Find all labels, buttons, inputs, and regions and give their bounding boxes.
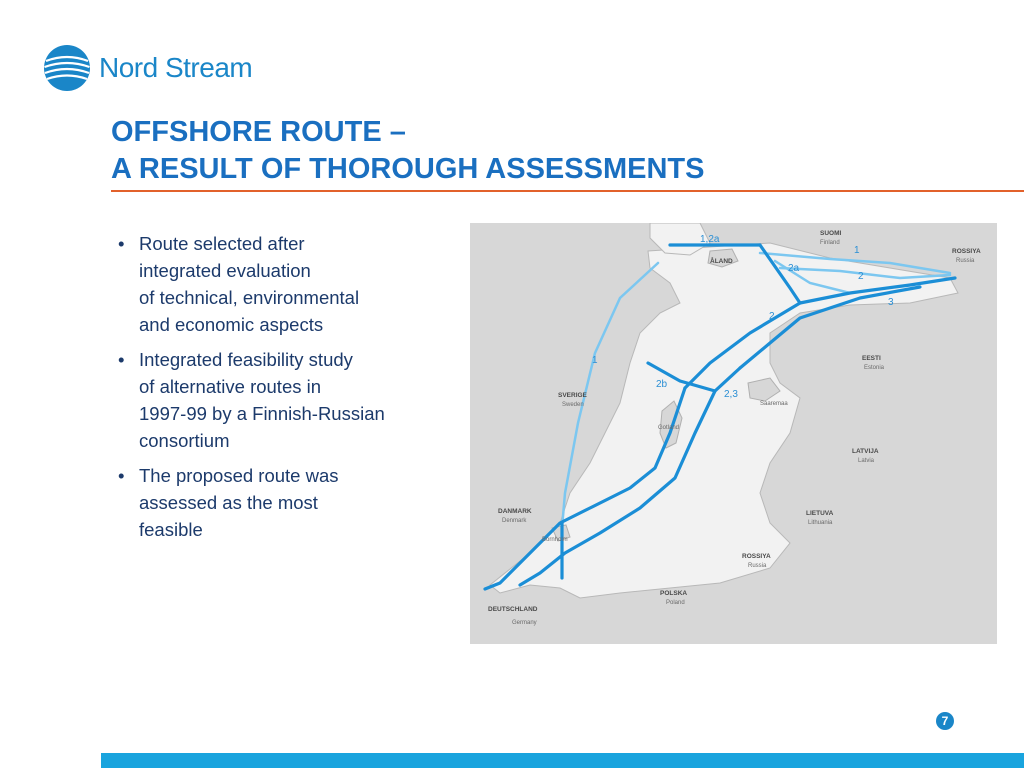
label-poland: Poland xyxy=(666,600,685,606)
label-aland: ÅLAND xyxy=(710,258,733,265)
label-rossiya-north: ROSSIYA xyxy=(952,248,981,255)
label-lithuania: Lithuania xyxy=(808,520,833,526)
label-rossiya-south: ROSSIYA xyxy=(742,553,771,560)
label-russia-south: Russia xyxy=(748,563,767,569)
label-latvija: LATVIJA xyxy=(852,448,879,455)
label-danmark: DANMARK xyxy=(498,508,532,515)
label-saaremaa: Saaremaa xyxy=(760,401,788,407)
label-eesti: EESTI xyxy=(862,355,881,362)
label-denmark: Denmark xyxy=(502,518,527,524)
map-canvas xyxy=(470,223,997,644)
slide-title-line-1: OFFSHORE ROUTE – xyxy=(111,116,406,148)
label-lietuva: LIETUVA xyxy=(806,510,834,517)
route-label-2a: 2a xyxy=(788,263,800,274)
nord-stream-logo xyxy=(43,44,283,96)
route-label-1-west: 1 xyxy=(592,355,598,366)
slide-title xyxy=(111,114,704,188)
label-polska: POLSKA xyxy=(660,590,688,597)
title-divider xyxy=(111,190,1024,192)
label-germany: Germany xyxy=(512,620,537,626)
bullet-item xyxy=(118,346,458,454)
slide-title-line-2: A RESULT OF THOROUGH ASSESSMENTS xyxy=(111,153,705,185)
route-label-2b: 2b xyxy=(656,379,668,390)
label-finland: Finland xyxy=(820,240,840,246)
route-label-1-north: 1 xyxy=(854,245,860,256)
page-number-badge: 7 xyxy=(936,712,954,730)
route-label-2-east: 2 xyxy=(858,271,864,282)
route-label-2-3: 2,3 xyxy=(724,389,738,400)
label-gotland: Gotland xyxy=(658,425,680,431)
label-estonia: Estonia xyxy=(864,365,885,371)
bullet-item xyxy=(118,230,458,338)
label-sverige: SVERIGE xyxy=(558,392,587,399)
footer-bar xyxy=(101,753,1024,768)
label-sweden: Sweden xyxy=(562,402,584,408)
label-bornholm: Bornholm xyxy=(542,537,568,543)
bullet-text: • Integrated feasibility study of alternative routes in 1997-99 by a Finnish-Russian consortium xyxy=(139,349,385,451)
baltic-sea-route-map xyxy=(470,223,997,644)
route-label-1-2a: 1,2a xyxy=(700,234,720,245)
label-russia-north: Russia xyxy=(956,258,975,264)
label-deutschland: DEUTSCHLAND xyxy=(488,606,538,613)
bullet-list xyxy=(118,230,458,551)
nord-stream-globe-icon xyxy=(43,44,91,92)
route-label-3-east: 3 xyxy=(888,297,894,308)
label-suomi: SUOMI xyxy=(820,230,842,237)
route-label-2-mid: 2 xyxy=(769,311,775,322)
bullet-text: • The proposed route was assessed as the most feasible xyxy=(139,465,339,540)
bullet-item xyxy=(118,462,458,543)
brand-name: Nord Stream xyxy=(99,52,253,83)
bullet-text: • Route selected after integrated evaluation of technical, environmental and economic aspects xyxy=(139,233,360,335)
label-latvia: Latvia xyxy=(858,458,875,464)
